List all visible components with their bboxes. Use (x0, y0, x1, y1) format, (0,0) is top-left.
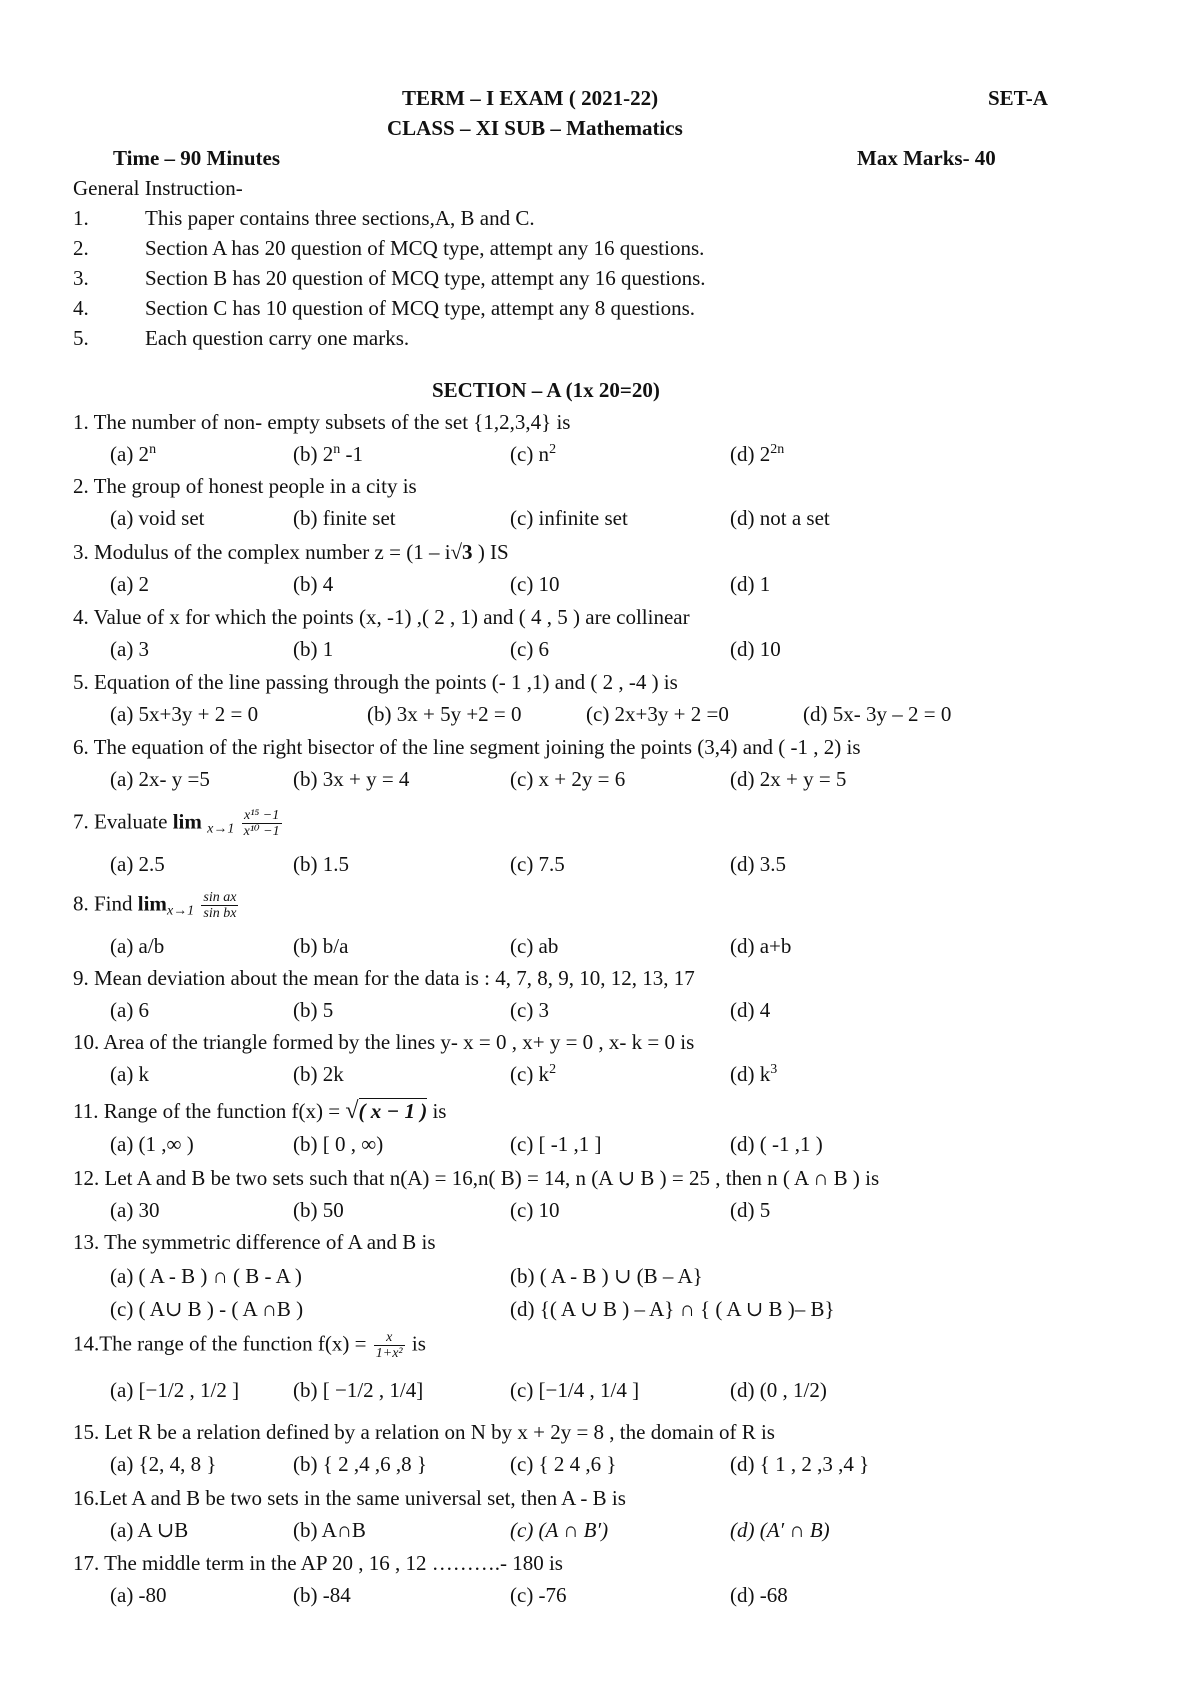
instruction-text: Each question carry one marks. (145, 326, 410, 350)
instruction-number: 4. (73, 296, 89, 320)
time-label: Time – 90 Minutes (113, 146, 281, 170)
option-c: (c) 6 (510, 637, 550, 661)
instruction-text: This paper contains three sections,A, B and C. (145, 206, 535, 230)
option-b: (b) 1.5 (293, 852, 349, 876)
option-d: (d) $k^3$ (730, 1062, 778, 1086)
option-c: (c) ( A∪ B ) - ( A ∩B ) (110, 1297, 304, 1321)
question-4: 4. Value of x for which the points (x, -1) ,( 2 , 1) and ( 4 , 5 ) are collinear (73, 605, 690, 629)
option-c: (c) $n^2$ (510, 442, 557, 466)
option-a: (a) 2$^n$ (110, 442, 157, 466)
question-16: 16.Let A and B be two sets in the same universal set, then A - B is (73, 1486, 626, 1510)
option-c: (c) $k^2$ (510, 1062, 557, 1086)
option-a: (a) 6 (110, 998, 150, 1022)
set-label: SET-A (988, 86, 1048, 110)
option-b: (b) finite set (293, 506, 396, 530)
option-c: (c) infinite set (510, 506, 628, 530)
option-d: (d) -68 (730, 1583, 788, 1607)
option-b: (b) 3x + 5y +2 = 0 (367, 702, 522, 726)
option-a: (a) 2.5 (110, 852, 165, 876)
option-b: (b) [ 0 , ∞) (293, 1132, 384, 1156)
option-d: (d) $2^{2n}$ (730, 442, 785, 466)
option-a: (a) ( A - B ) ∩ ( B - A ) (110, 1264, 302, 1288)
question-1: 1. The number of non- empty subsets of the set {1,2,3,4} is (73, 410, 571, 434)
instruction-number: 3. (73, 266, 89, 290)
question-11: 11. Range of the function f(x) = √( x − 1 ) is (73, 1098, 447, 1124)
option-d: (d) 3.5 (730, 852, 786, 876)
option-b: (b) { 2 ,4 ,6 ,8 } (293, 1452, 427, 1476)
option-a: (a) 2 (110, 572, 150, 596)
option-a: (a) k (110, 1062, 150, 1086)
option-d: (d) ( -1 ,1 ) (730, 1132, 823, 1156)
option-b: (b) 50 (293, 1198, 344, 1222)
option-b: (b) -84 (293, 1583, 351, 1607)
option-a: (a) [−1/2 , 1/2 ] (110, 1378, 240, 1402)
option-c: (c) 2x+3y + 2 =0 (586, 702, 729, 726)
option-c: (c) (A ∩ B′) (510, 1518, 609, 1542)
option-b: (b) 2k (293, 1062, 344, 1086)
option-d: (d) a+b (730, 934, 792, 958)
option-d: (d) (0 , 1/2) (730, 1378, 827, 1402)
question-5: 5. Equation of the line passing through the points (- 1 ,1) and ( 2 , -4 ) is (73, 670, 678, 694)
question-17: 17. The middle term in the AP 20 , 16 , 12 ……….- 180 is (73, 1551, 563, 1575)
instruction-number: 1. (73, 206, 89, 230)
option-a: (a) {2, 4, 8 } (110, 1452, 217, 1476)
option-c: (c) [−1/4 , 1/4 ] (510, 1378, 640, 1402)
question-8: 8. Find $\lim_{x\to 1}$ $\frac{\text{sin ax}}{\text{sin bx}}$ (73, 890, 237, 922)
class-subject: CLASS – XI SUB – Mathematics (387, 116, 683, 140)
option-a: (a) void set (110, 506, 205, 530)
instruction-text: Section C has 10 question of MCQ type, attempt any 8 questions. (145, 296, 696, 320)
question-6: 6. The equation of the right bisector of the line segment joining the points (3,4) and ( -1 , 2) is (73, 735, 861, 759)
option-b: (b) 1 (293, 637, 334, 661)
option-b: (b) [ −1/2 , 1/4] (293, 1378, 424, 1402)
question-2: 2. The group of honest people in a city is (73, 474, 417, 498)
option-d: (d) 10 (730, 637, 781, 661)
option-c: (c) ab (510, 934, 559, 958)
option-a: (a) -80 (110, 1583, 167, 1607)
option-a: (a) 5x+3y + 2 = 0 (110, 702, 259, 726)
question-13: 13. The symmetric difference of A and B is (73, 1230, 436, 1254)
option-b: (b) A∩B (293, 1518, 366, 1542)
option-b: (b) 3x + y = 4 (293, 767, 410, 791)
question-14: 14.The range of the function f(x) = $\frac{x}{\text{1+x²}}$ is (73, 1330, 426, 1362)
option-a: (a) 2x- y =5 (110, 767, 210, 791)
question-7: 7. Evaluate lim $_{x\to 1}$ $\frac{\text{x¹⁵ −1}}{\text{x¹⁰ −1}}$ (73, 808, 280, 840)
fraction: $\frac{x}{\text{1+x²}}$ (375, 1330, 403, 1362)
question-10: 10. Area of the triangle formed by the lines y- x = 0 , x+ y = 0 , x- k = 0 is (73, 1030, 695, 1054)
fraction: $\frac{\text{x¹⁵ −1}}{\text{x¹⁰ −1}}$ (243, 808, 280, 840)
option-d: (d) 2x + y = 5 (730, 767, 847, 791)
instruction-number: 5. (73, 326, 89, 350)
option-c: (c) 10 (510, 572, 560, 596)
question-15: 15. Let R be a relation defined by a relation on N by x + 2y = 8 , the domain of R is (73, 1420, 775, 1444)
option-a: (a) 3 (110, 637, 150, 661)
option-c: (c) 10 (510, 1198, 560, 1222)
option-d: (d) 5 (730, 1198, 771, 1222)
option-d: (d) 4 (730, 998, 771, 1022)
exam-title: TERM – I EXAM ( 2021-22) (402, 86, 659, 110)
instruction-number: 2. (73, 236, 89, 260)
option-d: (d) 1 (730, 572, 771, 596)
question-3: 3. Modulus of the complex number z = (1 – i√3 ) IS (73, 540, 509, 564)
instruction-text: Section A has 20 question of MCQ type, attempt any 16 questions. (145, 236, 705, 260)
fraction: $\frac{\text{sin ax}}{\text{sin bx}}$ (203, 890, 237, 922)
option-c: (c) -76 (510, 1583, 567, 1607)
option-a: (a) (1 ,∞ ) (110, 1132, 194, 1156)
instruction-text: Section B has 20 question of MCQ type, attempt any 16 questions. (145, 266, 706, 290)
question-12: 12. Let A and B be two sets such that n(A) = 16,n( B) = 14, n (A ∪ B ) = 25 , then n ( A ∩ B ) is (73, 1166, 880, 1190)
option-b: (b) 2$^n$ -1 (293, 442, 363, 466)
option-b: (b) 5 (293, 998, 334, 1022)
question-9: 9. Mean deviation about the mean for the data is : 4, 7, 8, 9, 10, 12, 13, 17 (73, 966, 695, 990)
option-a: (a) 30 (110, 1198, 160, 1222)
option-d: (d) 5x- 3y – 2 = 0 (803, 702, 952, 726)
option-b: (b) ( A - B ) ∪ (B – A} (510, 1264, 703, 1288)
option-b: (b) b/a (293, 934, 349, 958)
instructions-title: General Instruction- (73, 176, 243, 200)
option-c: (c) { 2 4 ,6 } (510, 1452, 617, 1476)
option-c: (c) [ -1 ,1 ] (510, 1132, 602, 1156)
max-marks-label: Max Marks- 40 (857, 146, 996, 170)
option-d: (d) { 1 , 2 ,3 ,4 } (730, 1452, 870, 1476)
option-d: (d) not a set (730, 506, 830, 530)
option-c: (c) x + 2y = 6 (510, 767, 626, 791)
option-c: (c) 7.5 (510, 852, 565, 876)
section-a-title: SECTION – A (1x 20=20) (432, 378, 660, 402)
option-a: (a) A ∪B (110, 1518, 189, 1542)
option-d: (d) {( A ∪ B ) – A} ∩ { ( A ∪ B )– B} (510, 1297, 835, 1321)
option-d: (d) (A′ ∩ B) (730, 1518, 830, 1542)
option-a: (a) a/b (110, 934, 165, 958)
option-b: (b) 4 (293, 572, 334, 596)
option-c: (c) 3 (510, 998, 550, 1022)
